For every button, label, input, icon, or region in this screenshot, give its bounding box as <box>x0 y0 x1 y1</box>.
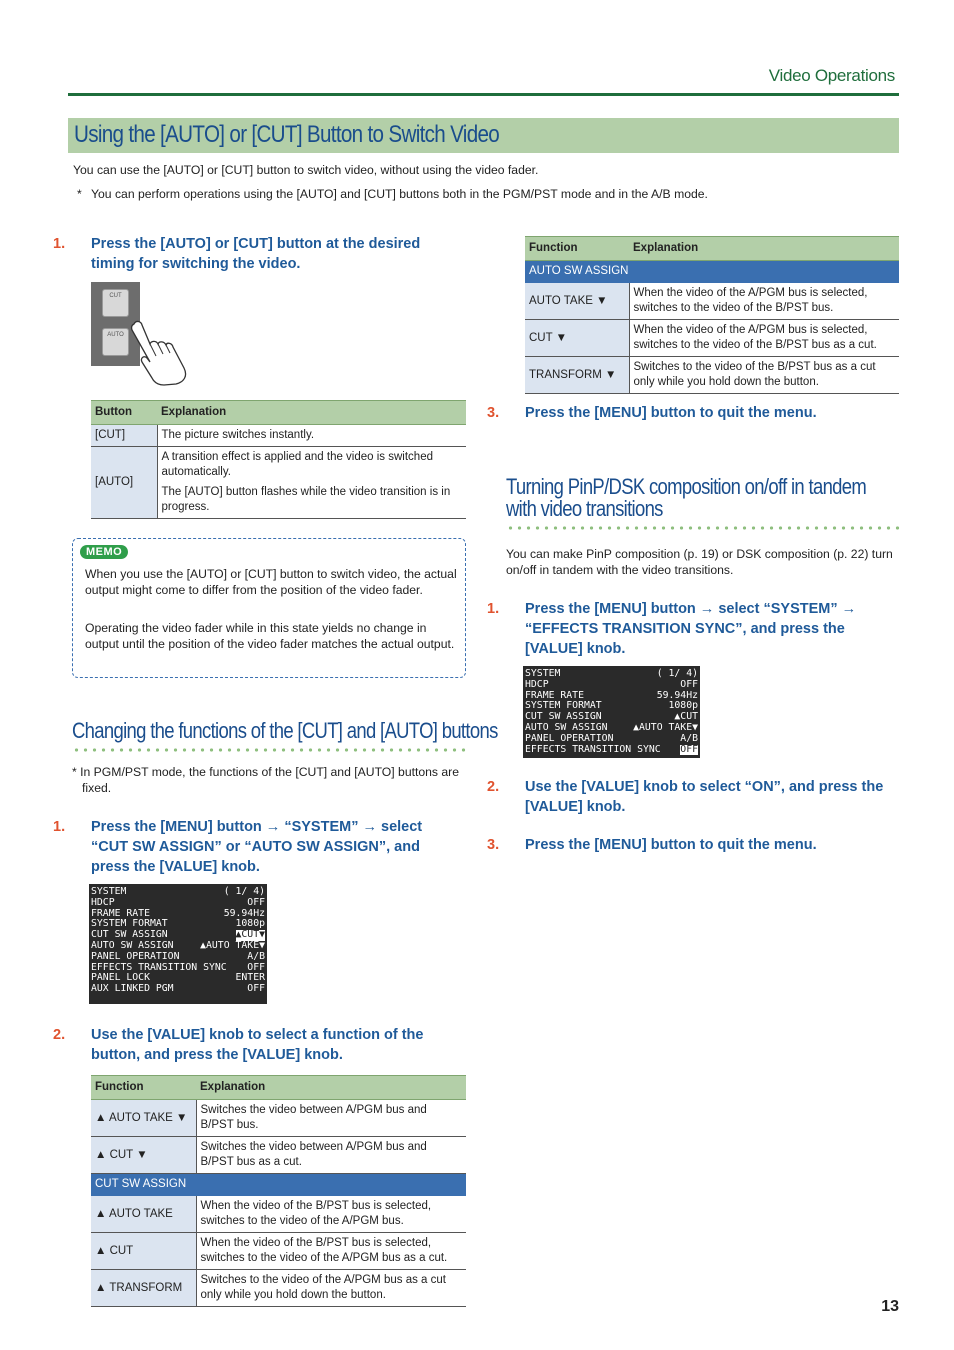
step-number: 3. <box>487 837 500 853</box>
lcd-value: A/B <box>680 732 698 744</box>
lcd-label: FRAME RATE <box>91 907 150 919</box>
lcd-label: AUX LINKED PGM <box>91 983 174 995</box>
lcd-label: SYSTEM <box>525 668 561 679</box>
section-heading-line2: with video transitions <box>506 496 663 521</box>
table-cell-button: [CUT] <box>91 425 157 447</box>
cut-button-image <box>102 289 129 317</box>
auto-function-table <box>525 236 899 394</box>
section-intro: You can make PinP composition (p. 19) or DSK composition (p. 22) turn on/off in tandem with the video transitions. <box>506 547 893 577</box>
lcd-value: OFF <box>680 678 698 690</box>
table-row <box>91 1100 466 1137</box>
lcd-label: SYSTEM FORMAT <box>525 700 602 712</box>
lcd-value-selected: ▲CUT▼ <box>235 929 265 941</box>
lcd-value: OFF <box>247 983 265 995</box>
explanation-line: The [AUTO] button flashes while the video transition is in progress. <box>161 486 451 513</box>
step-text: Press the [MENU] button to quit the menu. <box>525 405 817 421</box>
lcd-value: 59.94Hz <box>223 907 265 919</box>
lcd-label: SYSTEM <box>91 886 127 897</box>
button-table <box>91 400 466 519</box>
intro-note-mark: * <box>77 187 82 201</box>
table-header-cell: Explanation <box>196 1076 466 1100</box>
cut-function-table <box>91 1075 466 1307</box>
step-text: Use the [VALUE] knob to select a function of the button, and press the [VALUE] knob. <box>91 1027 424 1063</box>
table-row <box>91 1196 466 1233</box>
section-note: * In PGM/PST mode, the functions of the [CUT] and [AUTO] buttons are fixed. <box>72 765 460 795</box>
lcd-label: HDCP <box>91 896 115 908</box>
table-cell-explanation: When the video of the A/PGM bus is selected, switches to the video of the B/PST bus. <box>629 283 899 320</box>
step-1-press-button <box>53 234 462 274</box>
table-row <box>91 1270 466 1307</box>
table-cell-button: [AUTO] <box>91 447 157 519</box>
step-text: Use the [VALUE] knob to select “ON”, and press the [VALUE] knob. <box>525 779 884 815</box>
table-header-cell: Button <box>91 401 157 425</box>
lcd-label: EFFECTS TRANSITION SYNC <box>525 743 661 755</box>
table-group-label: AUTO SW ASSIGN <box>525 261 899 283</box>
lcd-row <box>91 984 265 995</box>
lcd-value: ▲AUTO TAKE▼ <box>633 721 698 733</box>
lcd-label: CUT SW ASSIGN <box>91 929 168 941</box>
step-text: Press the [MENU] button to quit the menu. <box>525 837 817 853</box>
lcd-value: OFF <box>247 961 265 973</box>
header-rule <box>68 93 899 96</box>
table-row <box>91 1137 466 1174</box>
step-3-quit-menu <box>487 835 896 855</box>
lcd-value: ( 1/ 4) <box>223 886 265 897</box>
step-text: Press the [AUTO] or [CUT] button at the desired timing for switching the video. <box>91 236 421 272</box>
memo-paragraph: When you use the [AUTO] or [CUT] button to switch video, the actual output might come to differ from the position of the video fader. <box>85 567 457 597</box>
table-header-cell: Explanation <box>157 401 466 425</box>
step-number: 2. <box>53 1027 66 1043</box>
step-number: 1. <box>53 236 66 252</box>
page-title: Using the [AUTO] or [CUT] Button to Switch Video <box>74 121 500 148</box>
table-row <box>525 357 899 394</box>
step-3-quit-menu <box>487 403 896 423</box>
cut-button-label: CUT <box>109 293 122 299</box>
table-cell-explanation: Switches to the video of the A/PGM bus as a cut only while you hold down the button. <box>196 1270 466 1307</box>
auto-button-image <box>102 328 129 356</box>
step-number: 3. <box>487 405 500 421</box>
lcd-row <box>525 734 698 745</box>
hand-pointer-icon <box>128 318 194 386</box>
table-cell-explanation: Switches to the video of the B/PST bus as a cut only while you hold down the button. <box>629 357 899 394</box>
lcd-row <box>525 680 698 691</box>
explanation-line: A transition effect is applied and the video is switched automatically. <box>161 451 433 478</box>
step-2-select-function <box>53 1025 462 1065</box>
table-cell-explanation: When the video of the B/PST bus is selected, switches to the video of the A/PGM bus. <box>196 1196 466 1233</box>
memo-paragraph: Operating the video fader while in this state yields no change in output until the position of the video fader matches the actual output. <box>85 621 455 651</box>
page-title-bar <box>68 118 899 153</box>
lcd-label: AUTO SW ASSIGN <box>91 939 174 951</box>
section-heading: Changing the functions of the [CUT] and [AUTO] buttons <box>72 718 498 743</box>
table-header-cell: Function <box>525 237 629 261</box>
step-text: Press the [MENU] button → select “SYSTEM” → “EFFECTS TRANSITION SYNC”, and press the [VALUE] knob. <box>525 601 857 657</box>
lcd-value: 1080p <box>235 918 265 930</box>
lcd-value: OFF <box>247 896 265 908</box>
dotted-divider <box>506 526 900 530</box>
table-cell-explanation <box>157 447 466 519</box>
table-cell-function: ▲ AUTO TAKE ▼ <box>91 1100 196 1137</box>
table-header-cell: Function <box>91 1076 196 1100</box>
table-cell-explanation: The picture switches instantly. <box>157 425 466 447</box>
table-cell-function: ▲ CUT <box>91 1233 196 1270</box>
auto-button-label: AUTO <box>107 332 124 338</box>
lcd-label: SYSTEM FORMAT <box>91 918 168 930</box>
table-cell-function: ▲ AUTO TAKE <box>91 1196 196 1233</box>
lcd-value: 1080p <box>668 700 698 712</box>
table-cell-function: TRANSFORM ▼ <box>525 357 629 394</box>
lcd-screen-system-menu <box>89 884 267 1004</box>
table-cell-function: ▲ TRANSFORM <box>91 1270 196 1307</box>
table-row <box>525 320 899 357</box>
page-number: 13 <box>881 1298 899 1315</box>
step-text: Press the [MENU] button → “SYSTEM” → select “CUT SW ASSIGN” or “AUTO SW ASSIGN”, and press the [VALUE] knob. <box>91 819 423 875</box>
memo-box <box>72 538 466 678</box>
table-row <box>525 283 899 320</box>
lcd-label: PANEL OPERATION <box>91 950 180 962</box>
table-group-label: CUT SW ASSIGN <box>91 1174 466 1196</box>
step-1-open-effects-sync <box>487 599 896 659</box>
table-cell-explanation: When the video of the B/PST bus is selected, switches to the video of the A/PGM bus as a cut. <box>196 1233 466 1270</box>
lcd-label: PANEL OPERATION <box>525 732 614 744</box>
step-number: 2. <box>487 779 500 795</box>
lcd-label: CUT SW ASSIGN <box>525 711 602 723</box>
lcd-row <box>91 952 265 963</box>
table-header-row <box>525 237 899 261</box>
lcd-row <box>525 745 698 756</box>
lcd-value: ▲CUT <box>674 711 698 723</box>
table-cell-function: CUT ▼ <box>525 320 629 357</box>
table-row <box>91 425 466 447</box>
table-group-row <box>91 1174 466 1196</box>
lcd-value-selected: OFF <box>680 743 698 755</box>
memo-tag: MEMO <box>80 545 128 559</box>
table-header-cell: Explanation <box>629 237 899 261</box>
lcd-value: ▲AUTO TAKE▼ <box>200 939 265 951</box>
lcd-row <box>525 669 698 680</box>
table-row <box>91 447 466 519</box>
lcd-label: FRAME RATE <box>525 689 584 701</box>
table-group-row <box>525 261 899 283</box>
table-cell-function: ▲ CUT ▼ <box>91 1137 196 1174</box>
step-2-select-on <box>487 777 896 817</box>
lcd-value: A/B <box>247 950 265 962</box>
lcd-row <box>91 898 265 909</box>
table-cell-explanation: Switches the video between A/PGM bus and B/PST bus as a cut. <box>196 1137 466 1174</box>
table-cell-explanation: Switches the video between A/PGM bus and B/PST bus. <box>196 1100 466 1137</box>
table-header-row <box>91 1076 466 1100</box>
table-header-row <box>91 401 466 425</box>
table-cell-function: AUTO TAKE ▼ <box>525 283 629 320</box>
lcd-label: EFFECTS TRANSITION SYNC <box>91 961 227 973</box>
table-row <box>91 1233 466 1270</box>
section-label: Video Operations <box>768 66 895 85</box>
lcd-label: HDCP <box>525 678 549 690</box>
intro-text: You can use the [AUTO] or [CUT] button to switch video, without using the video fader. <box>73 163 539 177</box>
intro-note: You can perform operations using the [AUTO] and [CUT] buttons both in the PGM/PST mode and in the A/B mode. <box>91 187 708 201</box>
table-cell-explanation: When the video of the A/PGM bus is selected, switches to the video of the B/PST bus as a cut. <box>629 320 899 357</box>
lcd-screen-effects-sync <box>523 666 700 758</box>
lcd-value: 59.94Hz <box>656 689 698 701</box>
section-heading: Turning PinP/DSK composition on/off in tandem <box>506 474 867 499</box>
lcd-row <box>91 887 265 898</box>
dotted-divider <box>72 748 466 752</box>
step-number: 1. <box>487 601 500 617</box>
step-1-open-menu <box>53 817 462 877</box>
step-number: 1. <box>53 819 66 835</box>
lcd-label: AUTO SW ASSIGN <box>525 721 608 733</box>
lcd-value: ENTER <box>235 972 265 984</box>
lcd-value: ( 1/ 4) <box>656 668 698 679</box>
lcd-label: PANEL LOCK <box>91 972 150 984</box>
